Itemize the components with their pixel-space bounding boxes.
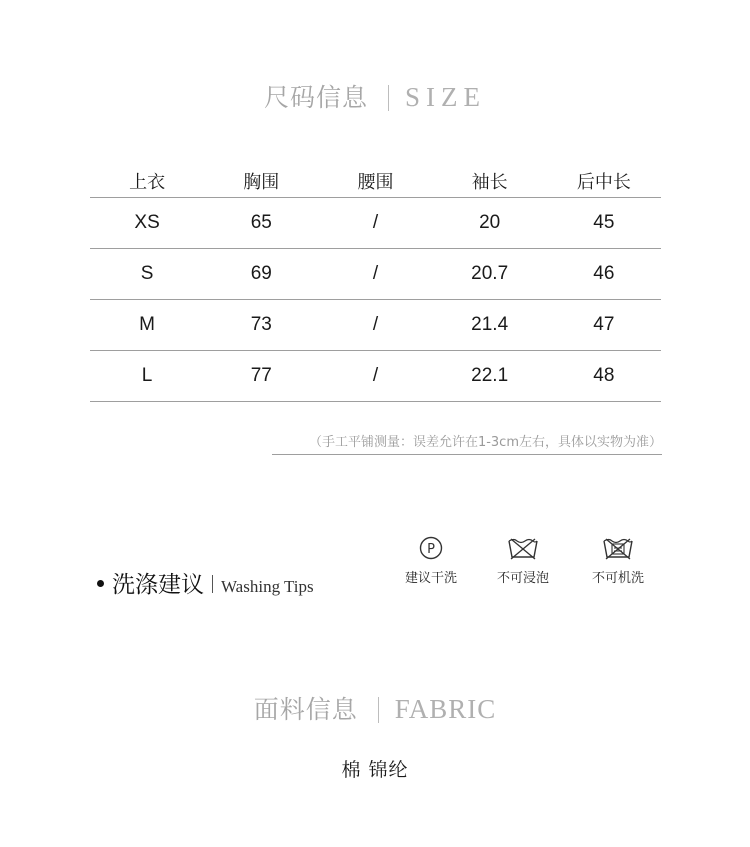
size-section-title [0,78,750,114]
cell-chest: 77 [204,351,318,402]
no-machine-wash-icon [601,535,635,561]
cell-sleeve: 21.4 [433,300,547,351]
header-back-length: 后中长 [547,164,661,198]
care-label-no-machine-wash: 不可机洗 [591,571,644,586]
fabric-title-cn: 面料信息 [253,695,358,724]
washing-title-cn: 洗涤建议 [112,572,204,598]
size-table [90,164,661,402]
care-item-no-machine-wash [573,535,663,586]
cell-waist: / [318,249,432,300]
size-title-cn: 尺码信息 [263,83,368,112]
header-chest: 胸围 [204,164,318,198]
care-item-dry-clean [386,535,476,586]
cell-waist: / [318,351,432,402]
measurement-note: （手工平铺测量：误差允许在1-3cm左右，具体以实物为准） [272,431,662,455]
header-sleeve: 袖长 [433,164,547,198]
care-label-no-soak: 不可浸泡 [496,571,549,586]
dry-clean-icon [418,535,444,561]
cell-size: M [90,300,204,351]
cell-sleeve: 20.7 [433,249,547,300]
size-table-header-row [90,164,661,198]
table-row [90,198,661,249]
title-divider [388,85,389,111]
bullet-dot-icon [97,580,104,587]
fabric-content: 棉 锦纶 [341,759,409,781]
fabric-title-en: FABRIC [394,694,497,724]
header-waist: 腰围 [318,164,432,198]
cell-back-length: 47 [547,300,661,351]
cell-chest: 73 [204,300,318,351]
cell-chest: 65 [204,198,318,249]
cell-chest: 69 [204,249,318,300]
no-soak-icon [506,535,540,561]
washing-title-en: Washing Tips [221,577,314,596]
cell-back-length: 45 [547,198,661,249]
cell-size: L [90,351,204,402]
cell-sleeve: 20 [433,198,547,249]
title-divider [378,697,379,723]
cell-back-length: 48 [547,351,661,402]
svg-text:P: P [427,542,435,557]
care-label-dry-clean: 建议干洗 [404,571,457,586]
cell-sleeve: 22.1 [433,351,547,402]
cell-back-length: 46 [547,249,661,300]
table-row [90,351,661,402]
header-top: 上衣 [90,164,204,198]
fabric-section-title [0,690,750,726]
size-title-en: SIZE [405,82,486,112]
cell-waist: / [318,300,432,351]
title-divider [212,575,213,593]
cell-size: S [90,249,204,300]
care-item-no-soak [478,535,568,586]
washing-tips-heading [97,566,314,599]
table-row [90,300,661,351]
table-row [90,249,661,300]
cell-size: XS [90,198,204,249]
cell-waist: / [318,198,432,249]
